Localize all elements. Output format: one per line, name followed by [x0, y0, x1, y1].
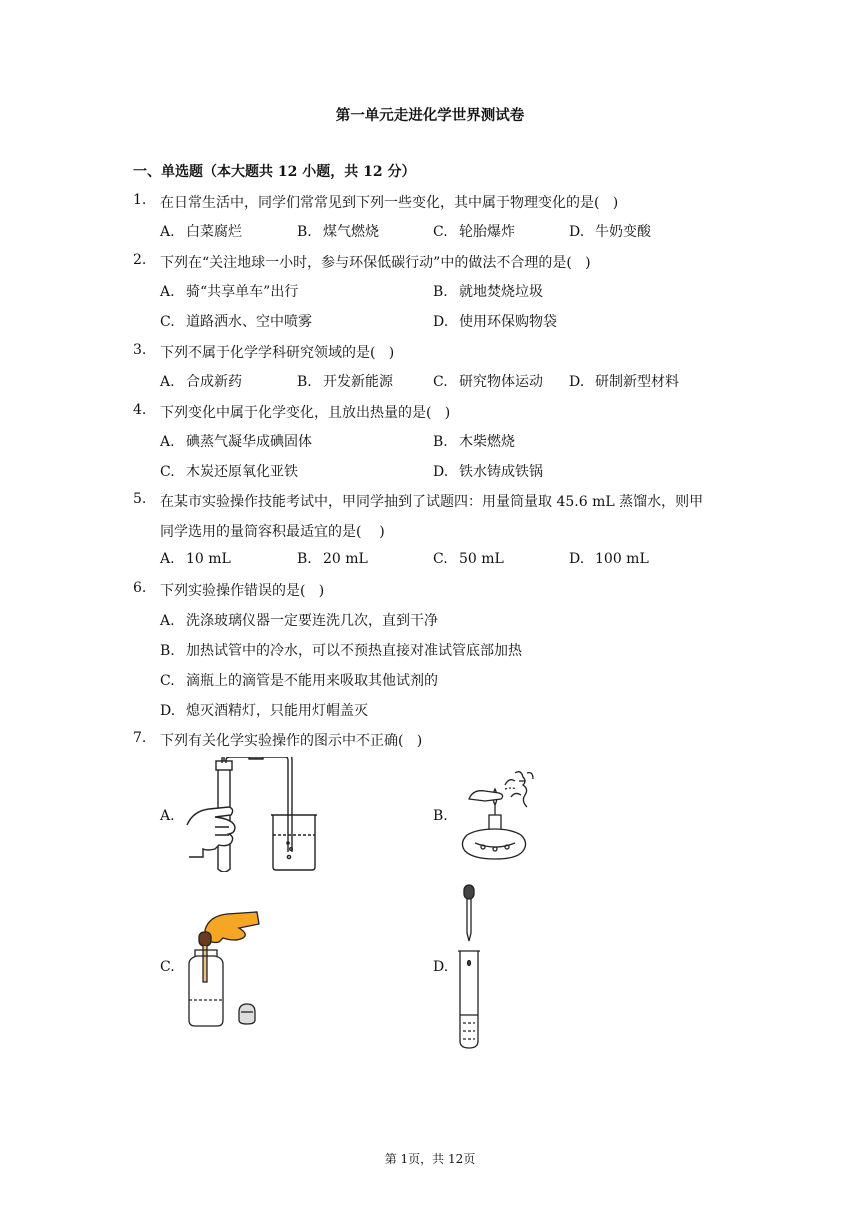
figure-label-b: B. — [433, 808, 448, 824]
question-text: 下列在“关注地球一小时，参与环保低碳行动”中的做法不合理的是( ) — [160, 255, 591, 271]
figure-label-d: D. — [433, 959, 449, 975]
option-b: B. 加热试管中的冷水，可以不预热直接对准试管底部加热 — [160, 643, 522, 659]
option-d: D. 熄灭酒精灯，只能用灯帽盖灭 — [160, 703, 368, 719]
option-c: C. 滴瓶上的滴管是不能用来吸取其他试剂的 — [160, 673, 438, 689]
option-d: D. 100 mL — [569, 551, 649, 567]
option-d: D. 使用环保购物袋 — [433, 314, 557, 330]
option-a: A. 洗涤玻璃仪器一定要连洗几次，直到干净 — [160, 613, 438, 629]
figure-label-a: A. — [160, 808, 175, 824]
option-a: A. 骑“共享单车”出行 — [160, 284, 299, 300]
alcohol-lamp-smell-figure — [455, 767, 535, 862]
option-a: A. 碘蒸气凝华成碘固体 — [160, 434, 312, 450]
question-text: 下列实验操作错误的是( ) — [160, 583, 325, 599]
question-text-continued: 同学选用的量筒容积最适宜的是( ) — [160, 524, 385, 540]
airtightness-check-figure — [185, 757, 325, 872]
option-b: B. 煤气燃烧 — [297, 224, 379, 240]
question-text: 下列变化中属于化学变化，且放出热量的是( ) — [160, 405, 451, 421]
question-text: 下列不属于化学学科研究领域的是( ) — [160, 345, 395, 361]
figure-label-c: C. — [160, 959, 175, 975]
page-title: 第一单元走进化学世界测试卷 — [335, 107, 525, 124]
dropper-test-tube-figure — [450, 883, 490, 1053]
option-d: D. 牛奶变酸 — [569, 224, 651, 240]
question-number: 5. — [133, 491, 147, 507]
option-a: A. 合成新药 — [160, 374, 242, 390]
option-b: B. 就地焚烧垃圾 — [433, 284, 543, 300]
question-text: 下列有关化学实验操作的图示中不正确( ) — [160, 733, 423, 749]
question-number: 4. — [133, 402, 147, 418]
option-a: A. 白菜腐烂 — [160, 224, 242, 240]
option-c: C. 研究物体运动 — [433, 374, 543, 390]
option-b: B. 20 mL — [297, 551, 368, 567]
question-number: 6. — [133, 580, 147, 596]
option-c: C. 轮胎爆炸 — [433, 224, 515, 240]
option-a: A. 10 mL — [160, 551, 231, 567]
question-number: 7. — [133, 730, 147, 746]
page-footer: 第 1页，共 12页 — [384, 1152, 476, 1166]
option-b: B. 木柴燃烧 — [433, 434, 515, 450]
option-c: C. 50 mL — [433, 551, 504, 567]
question-number: 2. — [133, 252, 147, 268]
option-b: B. 开发新能源 — [297, 374, 393, 390]
question-text: 在日常生活中，同学们常常见到下列一些变化，其中属于物理变化的是( ) — [160, 195, 619, 211]
option-c: C. 道路洒水、空中喷雾 — [160, 314, 312, 330]
question-number: 1. — [133, 192, 147, 208]
question-number: 3. — [133, 342, 147, 358]
section-heading: 一、单选题（本大题共 12 小题，共 12 分） — [133, 164, 416, 180]
option-d: D. 铁水铸成铁锅 — [433, 464, 543, 480]
option-d: D. 研制新型材料 — [569, 374, 679, 390]
dropper-bottle-figure — [183, 908, 263, 1028]
option-c: C. 木炭还原氧化亚铁 — [160, 464, 298, 480]
question-text: 在某市实验操作技能考试中，甲同学抽到了试题四：用量筒量取 45.6 mL 蒸馏水，则甲 — [160, 494, 704, 510]
